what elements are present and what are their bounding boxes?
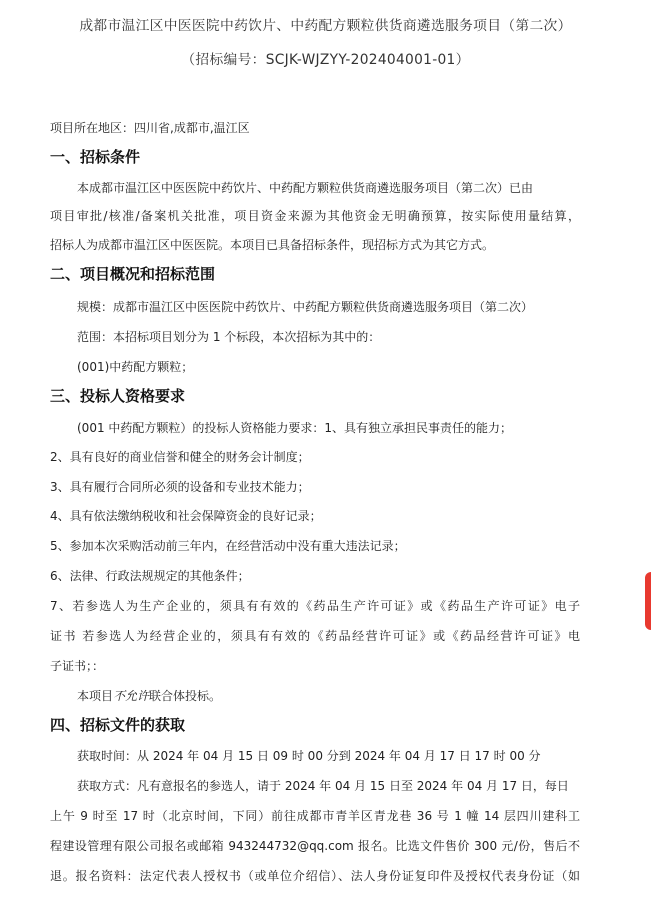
section-heading-bidder-qualifications: 三、投标人资格要求	[50, 387, 186, 405]
lot-line: (001)中药配方颗粒；	[77, 360, 194, 374]
paragraph-line: 项目审批/核准/备案机关批准，项目资金来源为其他资金无明确预算，按实际使用量结算，	[50, 209, 580, 223]
consortium-emphasis: 不允许	[113, 689, 150, 703]
side-tab-marker	[645, 572, 651, 630]
acquisition-method-line: 退。报名资料：法定代表人授权书（或单位介绍信）、法人身份证复印件及授权代表身份证（如	[50, 869, 580, 883]
acquisition-time-line: 获取时间：从 2024 年 04 月 15 日 09 时 00 分到 2024 年 04 月 17 日 17 时 00 分	[77, 749, 541, 763]
qualification-line: 7、若参选人为生产企业的，须具有有效的《药品生产许可证》或《药品生产许可证》电子	[50, 599, 580, 613]
qualification-line: 子证书；：	[50, 659, 105, 673]
scale-line: 规模：成都市温江区中医医院中药饮片、中药配方颗粒供货商遴选服务项目（第二次）	[77, 300, 534, 314]
acquisition-method-line: 程建设管理有限公司报名或邮箱 943244732@qq.com 报名。比选文件售价 300 元/份，售后不	[50, 839, 580, 853]
section-heading-tender-conditions: 一、招标条件	[50, 148, 141, 166]
project-location: 项目所在地区：四川省,成都市,温江区	[50, 121, 250, 135]
qualification-line: 4、具有依法缴纳税收和社会保障资金的良好记录；	[50, 509, 322, 523]
qualification-line: 6、法律、行政法规规定的其他条件；	[50, 569, 250, 583]
document-title: 成都市温江区中医医院中药饮片、中药配方颗粒供货商遴选服务项目（第二次）	[79, 18, 572, 34]
qualification-line: 5、参加本次采购活动前三年内，在经营活动中没有重大违法记录；	[50, 539, 406, 553]
qualification-line: (001 中药配方颗粒）的投标人资格能力要求：1、具有独立承担民事责任的能力；	[77, 421, 513, 435]
paragraph-line: 本成都市温江区中医医院中药饮片、中药配方颗粒供货商遴选服务项目（第二次）已由	[77, 181, 534, 195]
consortium-line	[77, 688, 221, 704]
scope-line: 范围：本招标项目划分为 1 个标段，本次招标为其中的：	[77, 330, 381, 344]
tender-code: （招标编号：SCJK-WJZYY-202404001-01）	[181, 52, 470, 68]
qualification-line: 2、具有良好的商业信誉和健全的财务会计制度；	[50, 450, 310, 464]
qualification-line: 证书 若参选人为经营企业的，须具有有效的《药品经营许可证》或《药品经营许可证》电	[50, 629, 580, 643]
consortium-suffix: 联合体投标。	[149, 689, 222, 703]
section-heading-document-acquisition: 四、招标文件的获取	[50, 716, 186, 734]
consortium-prefix: 本项目	[77, 689, 114, 703]
acquisition-method-line: 上午 9 时至 17 时（北京时间，下同）前往成都市青羊区青龙巷 36 号 1 幢 14 层四川建科工	[50, 809, 580, 823]
qualification-line: 3、具有履行合同所必须的设备和专业技术能力；	[50, 480, 310, 494]
paragraph-line: 招标人为成都市温江区中医医院。本项目已具备招标条件，现招标方式为其它方式。	[50, 238, 495, 252]
section-heading-project-overview: 二、项目概况和招标范围	[50, 265, 216, 283]
acquisition-method-line: 获取方式：凡有意报名的参选人，请于 2024 年 04 月 15 日至 2024 年 04 月 17 日，每日	[77, 779, 569, 793]
